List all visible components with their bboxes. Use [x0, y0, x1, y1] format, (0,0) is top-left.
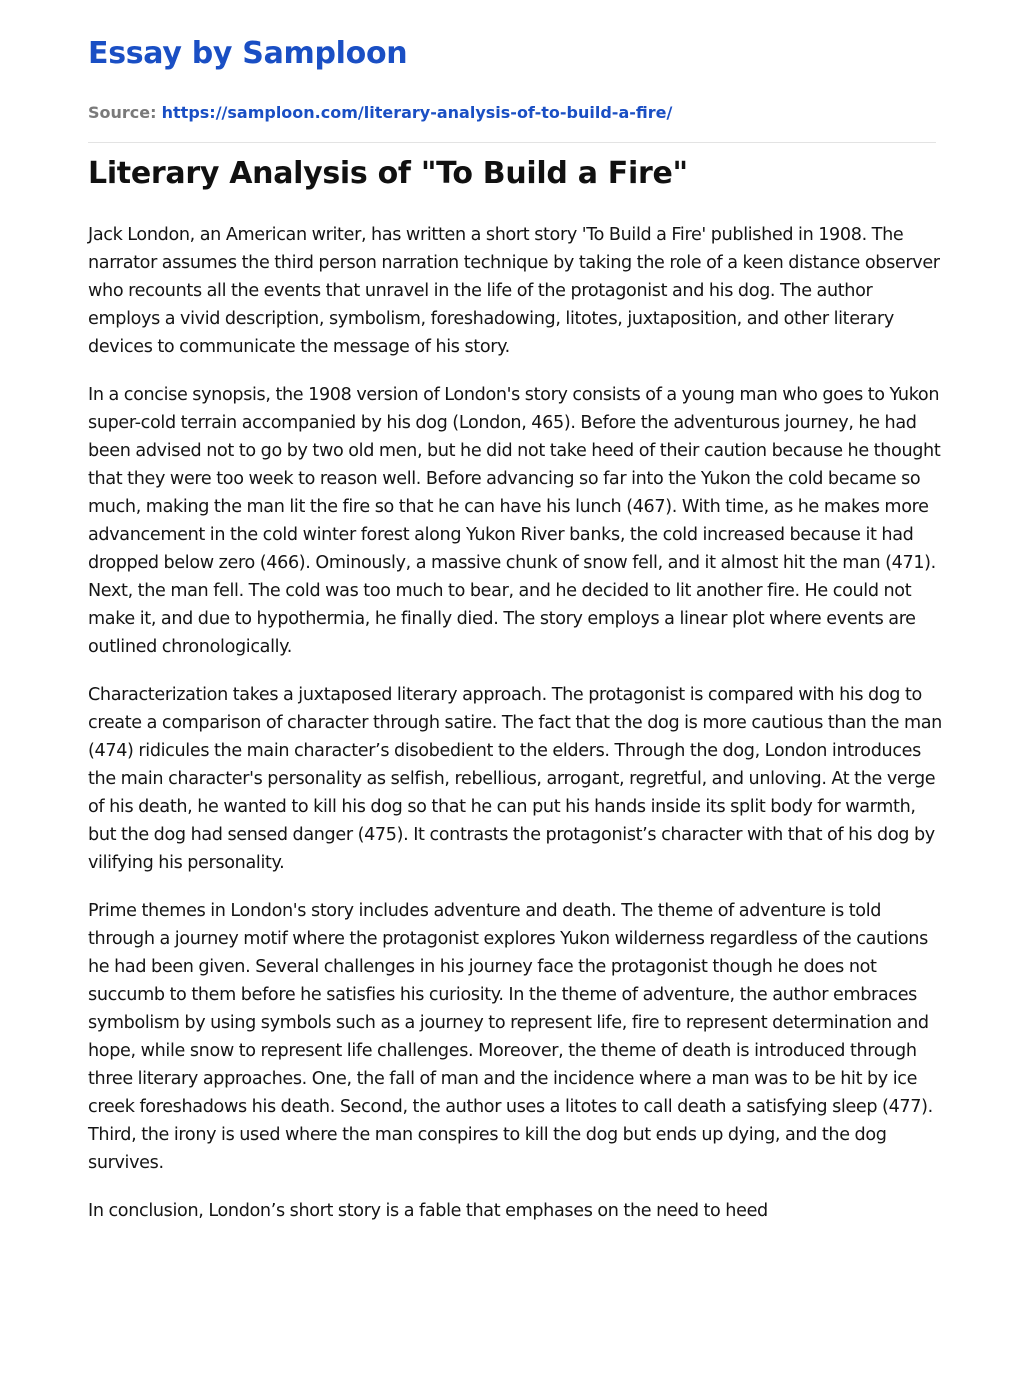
site-brand[interactable]: Essay by Samploon: [88, 36, 408, 71]
paragraph-1: Jack London, an American writer, has written a short story 'To Build a Fire' published in 1908. The narrator assumes the third person narration technique by taking the role of a keen distance observer who recounts all the events that unravel in the life of the protagonist and his dog. The author employs a vivid description, symbolism, foreshadowing, litotes, juxtaposition, and other literary devices to communicate the message of his story.: [88, 225, 940, 357]
paragraph-5: In conclusion, London’s short story is a fable that emphases on the need to heed: [88, 1201, 768, 1221]
source-line: [88, 103, 672, 122]
article-title: Literary Analysis of "To Build a Fire": [88, 156, 688, 191]
paragraph-4: Prime themes in London's story includes adventure and death. The theme of adventure is told through a journey motif where the protagonist explores Yukon wilderness regardless of the cautions he had been given. Several challenges in his journey face the protagonist though he does not succumb to them before he satisfies his curiosity. In the theme of adventure, the author embraces symbolism by using symbols such as a journey to represent life, fire to represent determination and hope, while snow to represent life challenges. Moreover, the theme of death is introduced through three literary approaches. One, the fall of man and the incidence where a man was to be hit by ice creek foreshadows his death. Second, the author uses a litotes to call death a satisfying sleep (477). Third, the irony is used where the man conspires to kill the dog but ends up dying, and the dog survives.: [88, 901, 933, 1173]
paragraph-2: In a concise synopsis, the 1908 version of London's story consists of a young man who goes to Yukon super-cold terrain accompanied by his dog (London, 465). Before the adventurous journey, he had been advised not to go by two old men, but he did not take heed of their caution because he thought that they were too week to reason well. Before advancing so far into the Yukon the cold became so much, making the man lit the fire so that he can have his lunch (467). With time, as he makes more advancement in the cold winter forest along Yukon River banks, the cold increased because it had dropped below zero (466). Ominously, a massive chunk of snow fell, and it almost hit the man (471). Next, the man fell. The cold was too much to bear, and he decided to lit another fire. He could not make it, and due to hypothermia, he finally died. The story employs a linear plot where events are outlined chronologically.: [88, 385, 941, 657]
source-link[interactable]: https://samploon.com/literary-analysis-of-to-build-a-fire/: [161, 103, 673, 122]
article-body: [88, 221, 948, 1245]
source-label: Source:: [88, 103, 157, 122]
header-divider: [88, 142, 936, 143]
paragraph-3: Characterization takes a juxtaposed literary approach. The protagonist is compared with his dog to create a comparison of character through satire. The fact that the dog is more cautious than the man (474) ridicules the main character’s disobedient to the elders. Through the dog, London introduces the main character's personality as selfish, rebellious, arrogant, regretful, and unloving. At the verge of his death, he wanted to kill his dog so that he can put his hands inside its split body for warmth, but the dog had sensed danger (475). It contrasts the protagonist’s character with that of his dog by vilifying his personality.: [88, 685, 942, 873]
